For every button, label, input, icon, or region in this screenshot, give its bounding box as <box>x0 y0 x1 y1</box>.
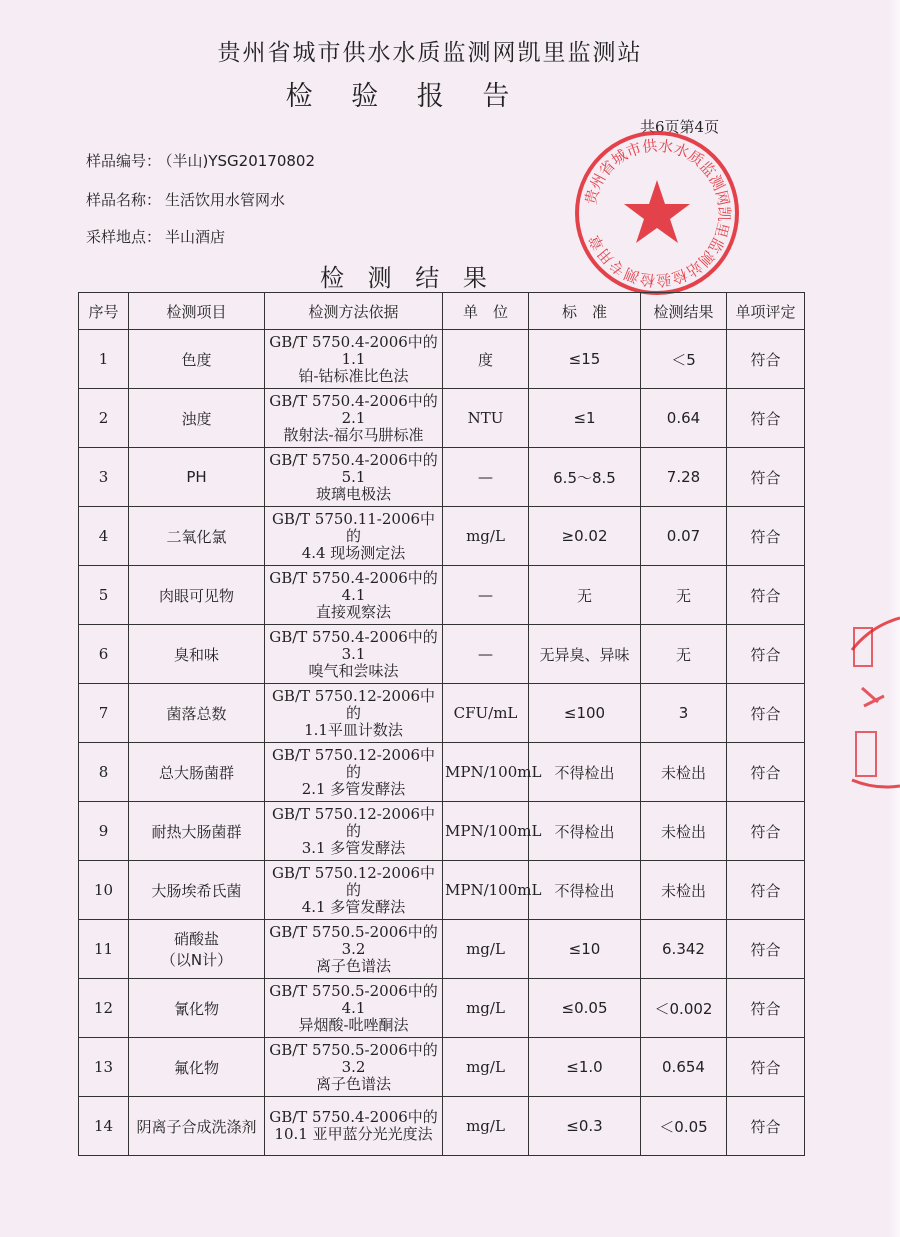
cell-method <box>265 330 443 389</box>
cell-unit: — <box>443 625 529 684</box>
cell-result: 0.654 <box>641 1038 727 1097</box>
cell-unit: MPN/100mL <box>443 861 529 920</box>
cell-standard: ≤15 <box>529 330 641 389</box>
cell-method <box>265 920 443 979</box>
sample-name-label: 样品名称： <box>86 191 162 209</box>
header-method: 检测方法依据 <box>265 293 443 330</box>
item-name: PH <box>186 468 207 486</box>
cell-unit: NTU <box>443 389 529 448</box>
sample-name-row <box>86 189 285 210</box>
cell-evaluation: 符合 <box>727 625 805 684</box>
cell-method <box>265 861 443 920</box>
method-line-2: 2.1 多管发酵法 <box>301 779 406 798</box>
cell-result: 0.64 <box>641 389 727 448</box>
cell-unit: 度 <box>443 330 529 389</box>
method-line-2: 直接观察法 <box>315 602 391 621</box>
cell-no: 12 <box>79 979 129 1038</box>
cell-no: 3 <box>79 448 129 507</box>
cell-result: ＜0.05 <box>641 1097 727 1156</box>
cell-standard: 不得检出 <box>529 802 641 861</box>
header-evaluation: 单项评定 <box>727 293 805 330</box>
cell-evaluation: 符合 <box>727 861 805 920</box>
item-name: 菌落总数 <box>166 704 227 723</box>
cell-no: 4 <box>79 507 129 566</box>
cell-evaluation: 符合 <box>727 802 805 861</box>
cell-unit: mg/L <box>443 507 529 566</box>
method-line-1: GB/T 5750.12-2006中的 <box>271 745 436 781</box>
cell-no: 1 <box>79 330 129 389</box>
table-row <box>79 861 805 920</box>
header-item: 检测项目 <box>129 293 265 330</box>
cell-result: 6.342 <box>641 920 727 979</box>
cell-standard: ≤10 <box>529 920 641 979</box>
cell-result: 未检出 <box>641 743 727 802</box>
item-name: 臭和味 <box>173 645 219 664</box>
cell-item <box>129 507 265 566</box>
cell-no: 5 <box>79 566 129 625</box>
table-row <box>79 389 805 448</box>
cell-evaluation: 符合 <box>727 330 805 389</box>
report-title: 检 验 报 告 <box>285 81 525 112</box>
method-line-1: GB/T 5750.11-2006中的 <box>271 509 436 545</box>
method-line-1: GB/T 5750.12-2006中的 <box>271 686 436 722</box>
cell-standard: ≤0.05 <box>529 979 641 1038</box>
item-name: 大肠埃希氏菌 <box>151 881 242 900</box>
method-line-1: GB/T 5750.4-2006中的3.1 <box>269 627 438 663</box>
item-name: 二氧化氯 <box>166 527 227 546</box>
cell-method <box>265 1038 443 1097</box>
item-name: 总大肠菌群 <box>158 763 234 782</box>
table-row <box>79 802 805 861</box>
method-line-1: GB/T 5750.4-2006中的4.1 <box>269 568 438 604</box>
results-table <box>78 292 805 1156</box>
sample-name-value: 生活饮用水管网水 <box>165 191 286 209</box>
method-line-1: GB/T 5750.4-2006中的5.1 <box>269 450 438 486</box>
method-line-2: 10.1 亚甲蓝分光光度法 <box>274 1125 433 1143</box>
method-line-2: 3.1 多管发酵法 <box>301 838 406 857</box>
table-row <box>79 448 805 507</box>
item-name: 浊度 <box>181 409 212 428</box>
cell-unit: mg/L <box>443 920 529 979</box>
cell-no: 9 <box>79 802 129 861</box>
cell-no: 10 <box>79 861 129 920</box>
org-title: 贵州省城市供水水质监测网凯里监测站 <box>217 40 643 66</box>
method-line-1: GB/T 5750.4-2006中的2.1 <box>269 391 438 427</box>
cell-no: 11 <box>79 920 129 979</box>
cell-unit: mg/L <box>443 979 529 1038</box>
cell-method <box>265 389 443 448</box>
cell-unit: mg/L <box>443 1097 529 1156</box>
method-line-1: GB/T 5750.5-2006中的4.1 <box>269 981 438 1017</box>
item-name: 色度 <box>181 350 212 369</box>
cell-result: ＜5 <box>641 330 727 389</box>
cell-standard: 无异臭、异味 <box>529 625 641 684</box>
method-line-1: GB/T 5750.12-2006中的 <box>271 804 436 840</box>
cell-method <box>265 743 443 802</box>
cell-evaluation: 符合 <box>727 389 805 448</box>
table-row <box>79 1038 805 1097</box>
cell-unit: mg/L <box>443 1038 529 1097</box>
cell-method <box>265 625 443 684</box>
page-edge <box>888 0 900 1237</box>
item-name: 阴离子合成洗涤剂 <box>136 1117 257 1136</box>
cell-standard: 6.5～8.5 <box>529 448 641 507</box>
method-line-2: 4.1 多管发酵法 <box>301 897 406 916</box>
table-row <box>79 507 805 566</box>
sample-no-value: （半山)YSG20170802 <box>165 152 316 170</box>
cell-no: 7 <box>79 684 129 743</box>
cell-unit: — <box>443 566 529 625</box>
cell-evaluation: 符合 <box>727 979 805 1038</box>
header-result: 检测结果 <box>641 293 727 330</box>
page-count: 共6页第4页 <box>640 118 720 136</box>
table-row <box>79 920 805 979</box>
cell-item <box>129 389 265 448</box>
cell-standard: ≤1.0 <box>529 1038 641 1097</box>
method-line-1: GB/T 5750.4-2006中的1.1 <box>269 332 438 368</box>
cell-evaluation: 符合 <box>727 1097 805 1156</box>
cell-unit: MPN/100mL <box>443 743 529 802</box>
item-name: 氟化物 <box>173 1058 219 1077</box>
cell-standard: ≤100 <box>529 684 641 743</box>
cell-item <box>129 1038 265 1097</box>
cell-result: 7.28 <box>641 448 727 507</box>
cell-standard: ≤1 <box>529 389 641 448</box>
cell-method <box>265 566 443 625</box>
table-row <box>79 330 805 389</box>
cell-evaluation: 符合 <box>727 743 805 802</box>
cell-item <box>129 743 265 802</box>
cell-no: 13 <box>79 1038 129 1097</box>
seal-text: 贵州省城市供水水质监测网凯里监测站检验检测专用章 <box>581 136 734 290</box>
header-standard: 标 准 <box>529 293 641 330</box>
cell-result: 无 <box>641 625 727 684</box>
cell-no: 8 <box>79 743 129 802</box>
item-name: 氰化物 <box>173 999 219 1018</box>
table-row <box>79 625 805 684</box>
star-icon <box>624 180 690 243</box>
cell-item <box>129 330 265 389</box>
cell-item <box>129 448 265 507</box>
cell-evaluation: 符合 <box>727 448 805 507</box>
cell-method <box>265 802 443 861</box>
method-line-2: 玻璃电极法 <box>315 484 391 503</box>
cell-item <box>129 1097 265 1156</box>
cell-result: 0.07 <box>641 507 727 566</box>
method-line-2: 嗅气和尝味法 <box>308 661 399 680</box>
location-label: 采样地点： <box>86 228 162 246</box>
method-line-2: 异烟酸-吡唑酮法 <box>298 1015 409 1034</box>
method-line-1: GB/T 5750.12-2006中的 <box>271 863 436 899</box>
cell-no: 14 <box>79 1097 129 1156</box>
table-row <box>79 566 805 625</box>
cell-item <box>129 566 265 625</box>
header-unit: 单 位 <box>443 293 529 330</box>
method-line-1: GB/T 5750.5-2006中的3.2 <box>269 1040 438 1076</box>
cell-no: 2 <box>79 389 129 448</box>
cell-result: ＜0.002 <box>641 979 727 1038</box>
cell-evaluation: 符合 <box>727 684 805 743</box>
cell-result: 无 <box>641 566 727 625</box>
cell-standard: 无 <box>529 566 641 625</box>
item-name: 硝酸盐 <box>173 930 219 948</box>
method-line-1: GB/T 5750.4-2006中的 <box>269 1108 438 1126</box>
cell-result: 未检出 <box>641 861 727 920</box>
cell-method <box>265 1097 443 1156</box>
method-line-2: 离子色谱法 <box>315 1074 391 1093</box>
item-name: 肉眼可见物 <box>158 586 234 605</box>
table-row <box>79 743 805 802</box>
cell-no: 6 <box>79 625 129 684</box>
cell-item <box>129 920 265 979</box>
cell-result: 3 <box>641 684 727 743</box>
cell-evaluation: 符合 <box>727 920 805 979</box>
method-line-2: 散射法-福尔马肼标准 <box>283 425 424 444</box>
cell-item <box>129 979 265 1038</box>
method-line-2: 1.1平皿计数法 <box>304 720 403 739</box>
cell-evaluation: 符合 <box>727 507 805 566</box>
cell-item <box>129 802 265 861</box>
cell-method <box>265 684 443 743</box>
cell-unit: CFU/mL <box>443 684 529 743</box>
item-name: 耐热大肠菌群 <box>151 822 242 841</box>
cell-method <box>265 448 443 507</box>
header-no: 序号 <box>79 293 129 330</box>
table-row <box>79 1097 805 1156</box>
cell-item <box>129 684 265 743</box>
method-line-1: GB/T 5750.5-2006中的3.2 <box>269 922 438 958</box>
cell-evaluation: 符合 <box>727 1038 805 1097</box>
cell-item <box>129 861 265 920</box>
sample-no-label: 样品编号： <box>86 152 162 170</box>
method-line-2: 4.4 现场测定法 <box>301 543 406 562</box>
cell-item <box>129 625 265 684</box>
method-line-2: 离子色谱法 <box>315 956 391 975</box>
cell-standard: 不得检出 <box>529 743 641 802</box>
method-line-2: 铂-钴标准比色法 <box>298 366 409 385</box>
cell-standard: ≥0.02 <box>529 507 641 566</box>
cell-result: 未检出 <box>641 802 727 861</box>
cell-unit: MPN/100mL <box>443 802 529 861</box>
table-header-row <box>79 293 805 330</box>
cell-method <box>265 507 443 566</box>
table-row <box>79 979 805 1038</box>
cell-evaluation: 符合 <box>727 566 805 625</box>
table-row <box>79 684 805 743</box>
item-note: （以N计） <box>160 951 233 969</box>
sample-no-row <box>86 150 315 171</box>
cell-standard: 不得检出 <box>529 861 641 920</box>
location-row <box>86 226 225 247</box>
cell-standard: ≤0.3 <box>529 1097 641 1156</box>
cell-method <box>265 979 443 1038</box>
section-title: 检 测 结 果 <box>320 264 495 292</box>
cell-unit: — <box>443 448 529 507</box>
location-value: 半山酒店 <box>165 228 226 246</box>
